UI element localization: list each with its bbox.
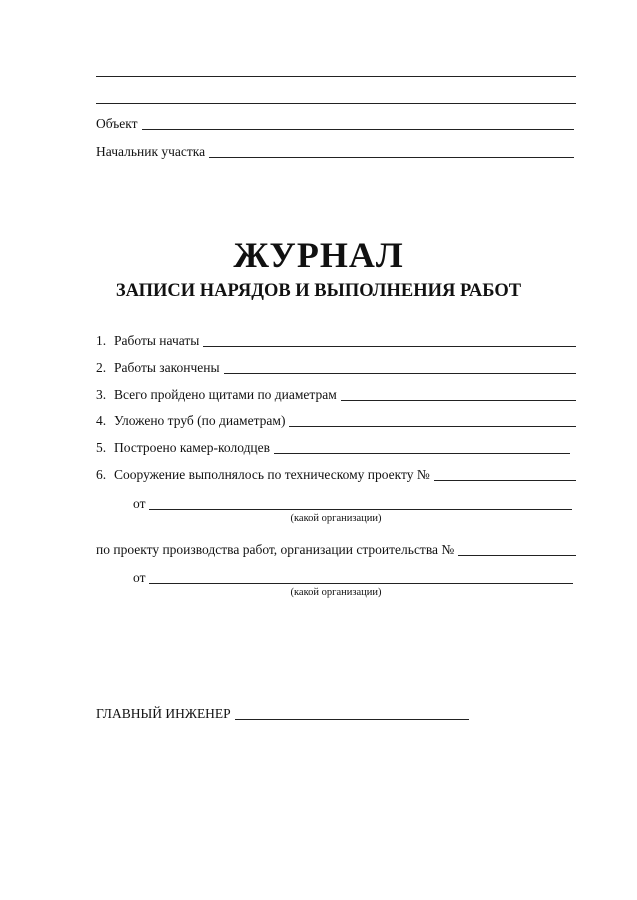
works-finished-field[interactable]: [224, 373, 576, 374]
tech-project-number-field[interactable]: [434, 480, 576, 481]
item-label: Построено камер-колодцев: [114, 440, 271, 455]
pipes-laid-field[interactable]: [289, 426, 576, 427]
shields-passed-field[interactable]: [341, 400, 576, 401]
chief-field[interactable]: [209, 157, 574, 158]
object-field[interactable]: [142, 129, 574, 130]
item-label: Уложено труб (по диаметрам): [114, 413, 286, 428]
journal-subtitle: ЗАПИСИ НАРЯДОВ И ВЫПОЛНЕНИЯ РАБОТ: [115, 281, 522, 301]
item-row-5: [96, 440, 570, 456]
signature-row: [96, 706, 469, 722]
ppr-label: по проекту производства работ, организации строительства №: [96, 542, 455, 557]
item-row-3: [96, 387, 576, 403]
item-label: Работы закончены: [114, 360, 220, 375]
item-number: 2.: [96, 360, 107, 375]
item-number: 5.: [96, 440, 107, 455]
item-number: 6.: [96, 467, 107, 482]
item-label: Сооружение выполнялось по техническому проекту №: [114, 467, 430, 482]
item-number: 4.: [96, 413, 107, 428]
from-row-2: [133, 570, 573, 586]
item-row-6: [96, 467, 576, 483]
blank-line-2[interactable]: [96, 103, 576, 104]
object-label: Объект: [96, 116, 138, 131]
organization-field-1[interactable]: [149, 509, 572, 510]
organization-field-2[interactable]: [149, 583, 573, 584]
item-label: Работы начаты: [114, 333, 200, 348]
from-label: от: [133, 570, 146, 585]
organization-caption-1: (какой организации): [290, 513, 382, 524]
chief-engineer-label: ГЛАВНЫЙ ИНЖЕНЕР: [96, 706, 231, 721]
chief-label: Начальник участка: [96, 144, 206, 159]
item-row-2: [96, 360, 576, 376]
ppr-number-field[interactable]: [458, 555, 576, 556]
journal-title: ЖУРНАЛ: [233, 235, 404, 275]
item-number: 1.: [96, 333, 107, 348]
chambers-built-field[interactable]: [274, 453, 570, 454]
works-started-field[interactable]: [203, 346, 576, 347]
object-row: [96, 116, 574, 132]
from-row-1: [133, 496, 572, 512]
item-row-4: [96, 413, 576, 429]
blank-line-1[interactable]: [96, 76, 576, 77]
ppr-row: [96, 542, 576, 558]
chief-engineer-signature-field[interactable]: [235, 719, 469, 720]
organization-caption-2: (какой организации): [290, 587, 382, 598]
item-number: 3.: [96, 387, 107, 402]
item-label: Всего пройдено щитами по диаметрам: [114, 387, 337, 402]
item-row-1: [96, 333, 576, 349]
chief-row: [96, 144, 574, 160]
from-label: от: [133, 496, 146, 511]
